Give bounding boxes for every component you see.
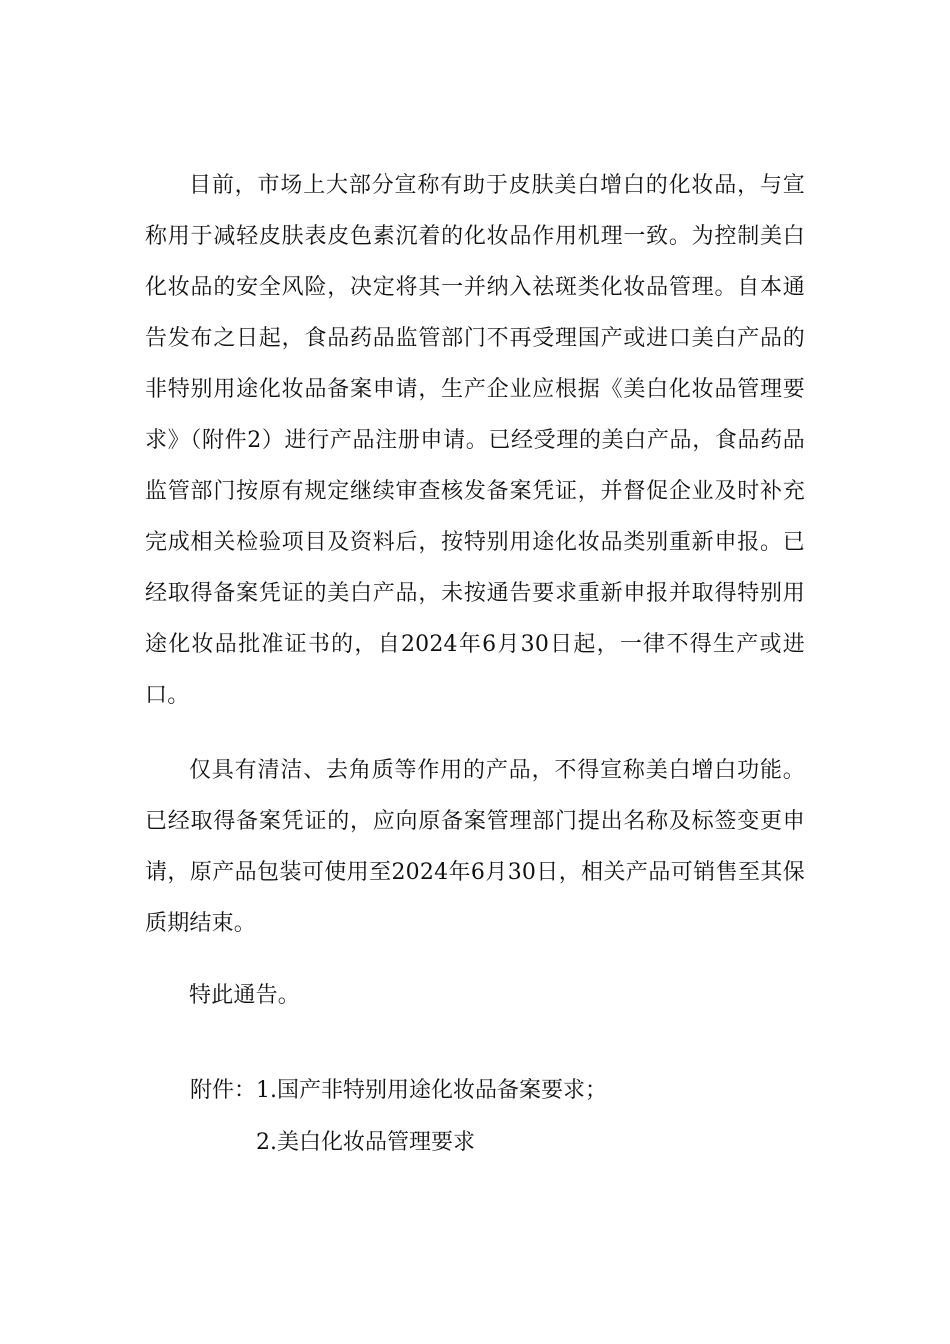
- document-body: [145, 160, 805, 1021]
- paragraph-notice-closing: 特此通告。: [189, 983, 301, 1008]
- attachments-label-spacer: [190, 1117, 256, 1169]
- attachment-row-2: [190, 1117, 607, 1169]
- attachment-row-1: [190, 1065, 607, 1117]
- attachment-item-2: 2.美白化妆品管理要求: [256, 1130, 475, 1155]
- attachments-list: [190, 1065, 607, 1169]
- paragraph-whitening-policy: 目前，市场上大部分宣称有助于皮肤美白增白的化妆品，与宣称用于减轻皮肤表皮色素沉着的化妆品作用机理一致。为控制美白化妆品的安全风险，决定将其一并纳入祛斑类化妆品管理。自本通告发布之日起，食品药品监管部门不再受理国产或进口美白产品的非特别用途化妆品备案申请，生产企业应根据《美白化妆品管理要求》（附件2）进行产品注册申请。已经受理的美白产品，食品药品监管部门按原有规定继续审查核发备案凭证，并督促企业及时补充完成相关检验项目及资料后，按特别用途化妆品类别重新申报。已经取得备案凭证的美白产品，未按通告要求重新申报并取得特别用途化妆品批准证书的，自2024年6月30日起，一律不得生产或进口。: [145, 173, 805, 708]
- attachments-label: 附件：: [190, 1078, 257, 1103]
- paragraph-cleansing-products: 仅具有清洁、去角质等作用的产品，不得宣称美白增白功能。已经取得备案凭证的，应向原备案管理部门提出名称及标签变更申请，原产品包装可使用至2024年6月30日，相关产品可销售至其保质期结束。: [145, 758, 805, 936]
- attachment-item-1: 1.国产非特别用途化妆品备案要求；: [256, 1078, 607, 1103]
